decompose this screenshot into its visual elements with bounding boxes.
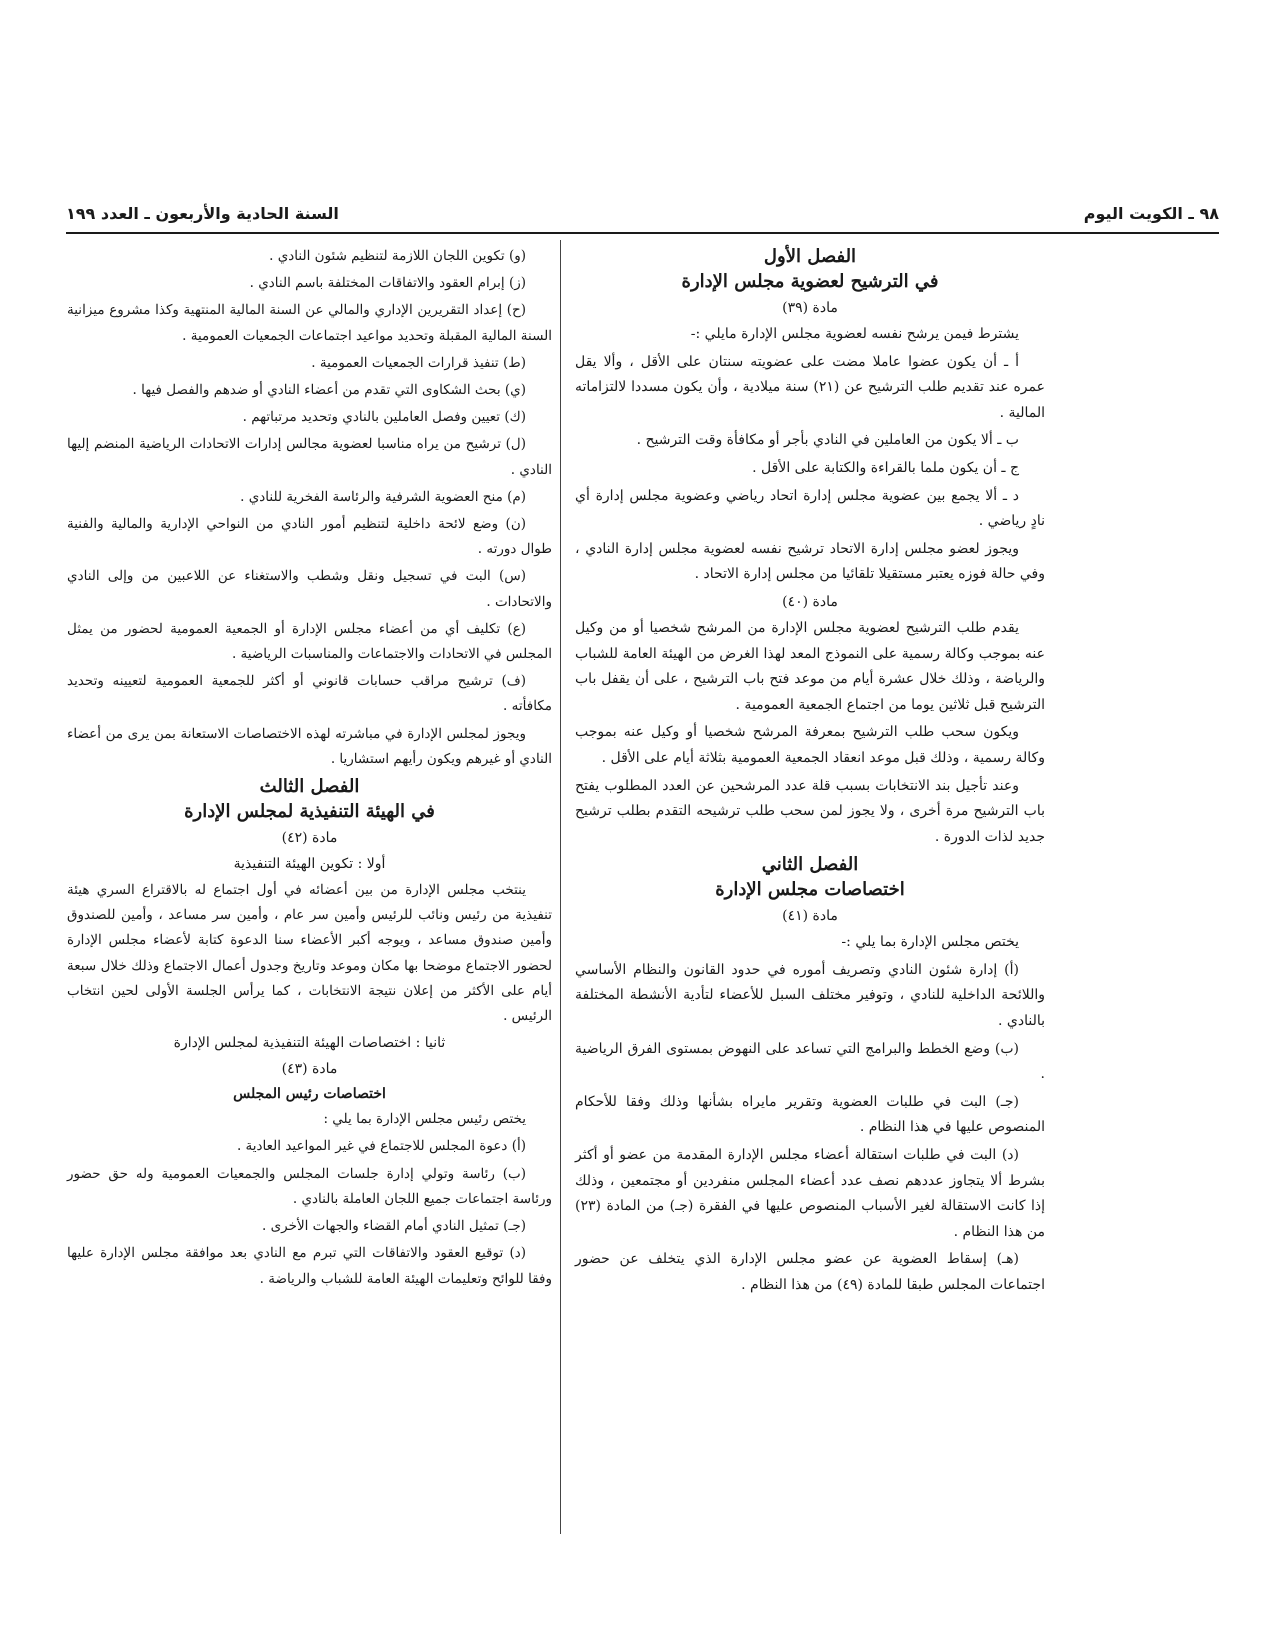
section-subheading-bold: اختصاصات رئيس المجلس — [233, 1086, 386, 1103]
paragraph: (هـ) إسقاط العضوية عن عضو مجلس الإدارة الذي يتخلف عن حضور اجتماعات المجلس طبقا للمادة (٤٩) من هذا النظام . — [575, 1251, 1045, 1293]
paragraph: (د) توقيع العقود والاتفاقات التي تبرم مع النادي بعد موافقة مجلس الإدارة عليها وفقا للوائح وتعليمات الهيئة العامة للشباب والرياضة . — [67, 1245, 552, 1287]
paragraph: يختص مجلس الإدارة بما يلي :- — [841, 934, 1019, 951]
paragraph: (جـ) البت في طلبات العضوية وتقرير مايراه بشأنها وذلك وفقا للأحكام المنصوص عليها في هذا النظام . — [575, 1093, 1045, 1136]
paragraph: (م) منح العضوية الشرفية والرئاسة الفخرية للنادي . — [240, 488, 526, 505]
chapter-heading: الفصل الثاني — [761, 854, 859, 876]
paragraph: (ب) رئاسة وتولي إدارة جلسات المجلس والجمعيات العمومية وله حق حضور ورئاسة اجتماعات جميع اللجان العاملة بالنادي . — [67, 1165, 552, 1207]
article-number: مادة (٣٩) — [782, 300, 838, 316]
paragraph: ب ـ ألا يكون من العاملين في النادي بأجر أو مكافأة وقت الترشيح . — [636, 432, 1019, 449]
chapter-heading: الفصل الثالث — [259, 776, 360, 798]
section-subheading: أولا : تكوين الهيئة التنفيذية — [233, 856, 386, 873]
section-subheading: ثانيا : اختصاصات الهيئة التنفيذية لمجلس الإدارة — [173, 1035, 446, 1052]
column-divider — [560, 240, 561, 1534]
paragraph: (د) البت في طلبات استقالة أعضاء مجلس الإدارة المقدمة من عضو أو أكثر بشرط ألا يتجاوز عددهم نصف عدد أعضاء المجلس منفردين أو مجتمعين ، وذلك إذا كانت الاستقالة لغير الأسباب المنصوص عليها في الفقرة (جـ) من المادة (٢٣) من هذا النظام . — [575, 1147, 1045, 1240]
paragraph: (أ) إدارة شئون النادي وتصريف أموره في حدود القانون والنظام الأساسي واللائحة الداخلية للنادي ، وتوفير مختلف السبل للأعضاء لتأدية الأنشطة المختلفة بالنادي . — [575, 961, 1045, 1030]
paragraph: يشترط فيمن يرشح نفسه لعضوية مجلس الإدارة مايلي :- — [690, 326, 1019, 342]
paragraph: (ب) وضع الخطط والبرامج التي تساعد على النهوض بمستوى الفرق الرياضية . — [575, 1040, 1045, 1083]
chapter-heading: اختصاصات مجلس الإدارة — [715, 879, 905, 901]
chapter-heading: في الهيئة التنفيذية لمجلس الإدارة — [184, 801, 435, 823]
paragraph: ويجوز لمجلس الإدارة في مباشرته لهذه الاختصاصات الاستعانة بمن يرى من أعضاء النادي أو غيرهم ويكون رأيهم استشاريا . — [67, 725, 552, 767]
paragraph: يقدم طلب الترشيح لعضوية مجلس الإدارة من المرشح شخصيا أو من وكيل عنه بموجب وكالة رسمية على النموذج المعد لهذا الغرض من الهيئة العامة للشباب والرياضة ، وذلك خلال عشرة أيام من موعد فتح باب الترشيح ، على أن يقفل باب الترشيح قبل ثلاثين يوما من اجتماع الجمعية العمومية . — [575, 619, 1045, 713]
paragraph: د ـ ألا يجمع بين عضوية مجلس إدارة اتحاد رياضي وعضوية مجلس إدارة أي نادٍ رياضي . — [575, 487, 1045, 530]
paragraph: أ ـ أن يكون عضوا عاملا مضت على عضويته سنتان على الأقل ، وألا يقل عمره عند تقديم طلب الترشيح عن (٢١) سنة ميلادية ، وأن يكون مسددا لالتزاماته المالية . — [575, 353, 1045, 421]
paragraph: يختص رئيس مجلس الإدارة بما يلي : — [323, 1111, 526, 1128]
article-number: مادة (٤١) — [782, 908, 838, 925]
paragraph: ويكون سحب طلب الترشيح بمعرفة المرشح شخصيا أو وكيل عنه بموجب وكالة رسمية ، وذلك قبل موعد انعقاد الجمعية العمومية بثلاثة أيام على الأقل . — [575, 724, 1045, 766]
page-header — [66, 204, 1219, 230]
paragraph: (ف) ترشيح مراقب حسابات قانوني أو أكثر للجمعية العمومية لتعيينه وتحديد مكافأته . — [67, 673, 552, 715]
header-issue: السنة الحادية والأربعون ـ العدد ١٩٩ — [66, 204, 339, 223]
right-column — [575, 244, 1045, 1301]
paragraph: (أ) دعوة المجلس للاجتماع في غير المواعيد العادية . — [236, 1138, 526, 1155]
header-rule — [66, 232, 1219, 234]
paragraph: (ي) بحث الشكاوى التي تقدم من أعضاء النادي أو ضدهم والفصل فيها . — [132, 382, 526, 399]
paragraph: (س) البت في تسجيل ونقل وشطب والاستغناء عن اللاعبين من وإلى النادي والاتحادات . — [67, 568, 552, 610]
paragraph: ينتخب مجلس الإدارة من بين أعضائه في أول اجتماع له بالاقتراع السري هيئة تنفيذية من رئيس ونائب للرئيس وأمين سر عام ، وأمين سر مساعد ، وأمين للصندوق وأمين صندوق مساعد ، ويوجه أكبر الأعضاء سنا الدعوة كتابة لأعضاء مجلس الإدارة لحضور الاجتماع موضحا بها مكان وموعد وتاريخ وجدول أعمال الاجتماع وذلك خلال سبعة أيام على الأكثر من إعلان نتيجة الانتخابات ، كما يرأس الجلسة الأولى لحين انتخاب الرئيس . — [67, 882, 552, 1025]
paragraph: ويجوز لعضو مجلس إدارة الاتحاد ترشيح نفسه لعضوية مجلس إدارة النادي ، وفي حالة فوزه يعتبر مستقيلا تلقائيا من مجلس إدارة الاتحاد . — [575, 540, 1045, 583]
paragraph: (ع) تكليف أي من أعضاء مجلس الإدارة أو الجمعية العمومية لحضور من يمثل المجلس في الاتحادات والاجتماعات والمناسبات الرياضية . — [67, 620, 552, 663]
article-number: مادة (٤٢) — [281, 830, 338, 847]
paragraph: ج ـ أن يكون ملما بالقراءة والكتابة على الأقل . — [752, 459, 1019, 476]
paragraph: (جـ) تمثيل النادي أمام القضاء والجهات الأخرى . — [262, 1218, 526, 1235]
paragraph: وعند تأجيل بند الانتخابات بسبب قلة عدد المرشحين عن العدد المطلوب يفتح باب الترشيح مرة أخرى ، ولا يجوز لمن سحب طلب ترشيحه التقدم بطلب ترشيح جديد لذات الدورة . — [575, 777, 1045, 845]
paragraph: (ط) تنفيذ قرارات الجمعيات العمومية . — [311, 354, 526, 371]
paragraph: (و) تكوين اللجان اللازمة لتنظيم شئون النادي . — [269, 248, 526, 264]
chapter-heading: في الترشيح لعضوية مجلس الإدارة — [681, 271, 939, 292]
paragraph: (ل) ترشيح من يراه مناسبا لعضوية مجالس إدارات الاتحادات الرياضية المنضم إليها النادي . — [67, 436, 552, 478]
article-number: مادة (٤٠) — [782, 593, 838, 610]
paragraph: (ك) تعيين وفصل العاملين بالنادي وتحديد مرتباتهم . — [242, 409, 526, 426]
paragraph: (ز) إبرام العقود والاتفاقات المختلفة باسم النادي . — [249, 275, 526, 292]
paragraph: (ح) إعداد التقريرين الإداري والمالي عن السنة المالية المنتهية وكذا مشروع ميزانية السنة المالية المقبلة وتحديد مواعيد اجتماعات الجمعيات العمومية . — [67, 302, 552, 344]
header-page-title: ٩٨ ـ الكويت اليوم — [1083, 204, 1219, 223]
paragraph: (ن) وضع لائحة داخلية لتنظيم أمور النادي من النواحي الإدارية والمالية والفنية طوال دورته . — [67, 516, 552, 558]
article-number: مادة (٤٣) — [281, 1061, 338, 1078]
chapter-heading: الفصل الأول — [763, 246, 857, 267]
left-column — [67, 244, 552, 1294]
